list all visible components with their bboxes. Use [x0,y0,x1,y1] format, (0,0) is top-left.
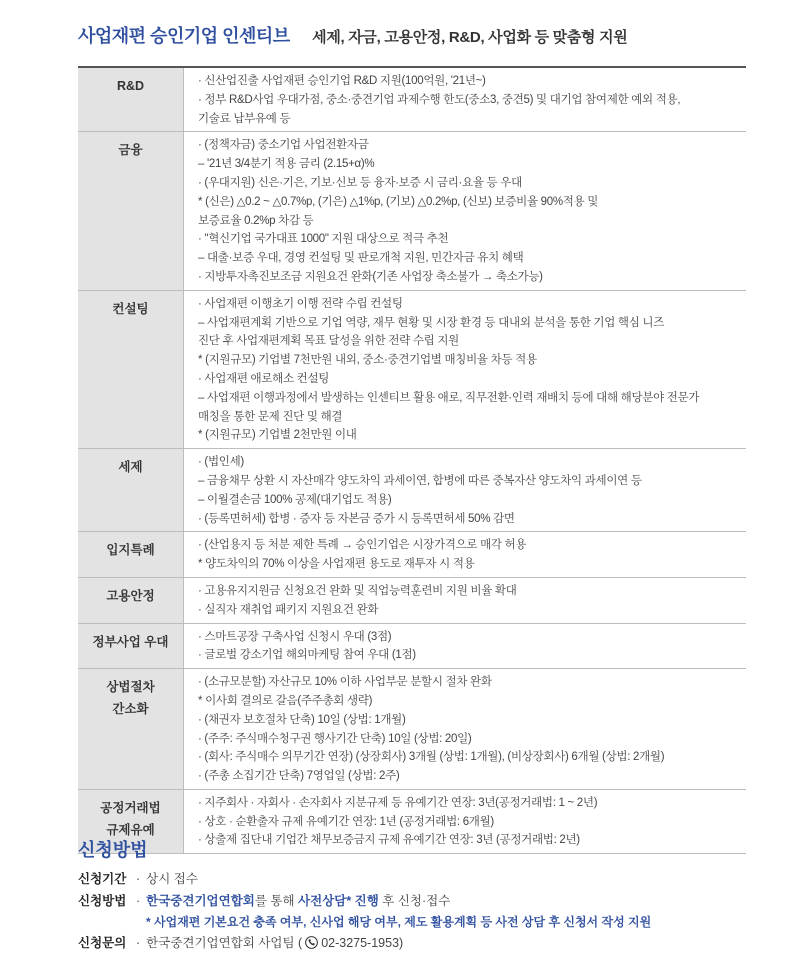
content-line: · 글로벌 강소기업 해외마케팅 참여 우대 (1점) [198,649,416,662]
apply-section-title: 신청방법 [78,840,148,860]
content-line: – 대출·보증 우대, 경영 컨설팅 및 판로개척 지원, 민간자금 유치 혜택 [198,252,524,265]
content-line: * (신은) △0.2 ~ △0.7%p, (기은) △1%p, (기보) △0.2%p, (신보) 보증비율 90%적용 및 [198,195,599,208]
row-category: 컨설팅 [78,291,184,448]
apply-method-note: * 사업재편 기본요건 충족 여부, 신사업 해당 여부, 제도 활용계획 등 사전 상담 후 신청서 작성 지원 [146,915,652,929]
row-content [184,291,746,448]
content-line: · (소규모분할) 자산규모 10% 이하 사업부문 분할시 절차 완화 [198,676,492,689]
apply-method-value: · 한국중견기업연합회를 통해 사전상담* 진행 후 신청·접수 [136,894,451,908]
content-line: * (지원규모) 기업별 7천만원 내외, 중소·중견기업별 매칭비율 차등 적용 [198,354,537,367]
row-category: 상법절차 간소화 [78,669,184,789]
apply-period-label: 신청기간 [78,872,127,886]
apply-contact-phone: 02-3275-1953) [321,936,404,950]
page-header [78,22,778,46]
table-row [78,578,746,624]
apply-period-text: 상시 접수 [146,872,198,886]
page-subtitle: 세제, 자금, 고용안정, R&D, 사업화 등 맞춤형 지원 [312,29,628,46]
content-line: · (주주: 주식매수청구권 행사기간 단축) 10일 (상법: 20일) [198,732,472,745]
content-line: · (우대지원) 신은·기은, 기보·신보 등 융자·보증 시 금리·요율 등 우대 [198,176,522,189]
apply-period-row [78,868,778,890]
content-line: · "혁신기업 국가대표 1000" 지원 대상으로 적극 추천 [198,233,449,246]
apply-contact-value: · 한국중견기업연합회 사업팀 ( 02-3275-1953) [136,936,404,950]
row-category: 금융 [78,132,184,289]
row-content [184,624,746,669]
phone-icon [305,936,318,949]
content-line: – '21년 3/4분기 적용 금리 (2.15+α)% [198,158,375,171]
row-content [184,790,746,853]
row-category: 고용안정 [78,578,184,623]
content-line: · (회사: 주식매수 의무기간 연장) (상장회사) 3개월 (상법: 1개월), (비상장회사) 6개월 (상법: 2개월) [198,751,665,764]
content-line: · (채권자 보호절차 단축) 10일 (상법: 1개월) [198,713,406,726]
table-row [78,624,746,670]
content-line: · 상호 · 순환출자 규제 유예기간 연장: 1년 (공정거래법: 6개월) [198,815,494,828]
content-line: – 사업재편계획 기반으로 기업 역량, 재무 현황 및 시장 환경 등 대내외 분석을 통한 기업 핵심 니즈 [198,316,665,329]
apply-method-row [78,890,778,912]
row-content [184,669,746,789]
apply-info [78,868,778,954]
content-line: – 이월결손금 100% 공제(대기업도 적용) [198,493,392,506]
content-line: · (산업용지 등 처분 제한 특례 → 승인기업은 시장가격으로 매각 허용 [198,539,527,552]
content-line: * 양도차익의 70% 이상을 사업재편 용도로 재투자 시 적용 [198,558,475,571]
apply-period-value: · 상시 접수 [136,872,198,886]
row-category: 공정거래법 규제유예 [78,790,184,853]
apply-contact-org: 한국중견기업연합회 사업팀 ( [146,936,303,950]
content-line: · 스마트공장 구축사업 신청시 우대 (3점) [198,630,392,643]
content-line: · 사업재편 애로해소 컨설팅 [198,372,330,385]
content-line: · (주총 소집기간 단축) 7영업일 (상법: 2주) [198,770,400,783]
content-line: 매칭을 통한 문제 진단 및 해결 [198,410,343,423]
apply-method-highlight: 사전상담* 진행 [298,894,379,908]
content-line: · (등록면허세) 합병 · 증자 등 자본금 증가 시 등록면허세 50% 감면 [198,512,515,525]
table-row [78,790,746,854]
row-content [184,449,746,531]
row-content [184,532,746,577]
table-row [78,291,746,449]
content-line: – 금융채무 상환 시 자산매각 양도차익 과세이연, 합병에 따른 중복자산 양도차익 과세이연 등 [198,474,642,487]
table-row [78,532,746,578]
table-row [78,669,746,790]
row-content [184,578,746,623]
content-line: · 지주회사 · 자회사 · 손자회사 지분규제 등 유예기간 연장: 3년(공정거래법: 1 ~ 2년) [198,796,598,809]
page-title: 사업재편 승인기업 인센티브 [78,26,290,46]
content-line: · 지방투자촉진보조금 지원요건 완화(기존 사업장 축소불가 → 축소가능) [198,270,543,283]
apply-method-tail: 후 신청·접수 [378,894,451,908]
apply-method-label: 신청방법 [78,894,127,908]
table-row [78,449,746,532]
table-row [78,68,746,132]
content-line: · (정책자금) 중소기업 사업전환자금 [198,139,369,152]
content-line: 보증료율 0.2%p 차감 등 [198,214,314,227]
apply-contact-row [78,932,778,954]
content-line: · 상출제 집단내 기업간 채무보증금지 규제 유예기간 연장: 3년 (공정거래법: 2년) [198,834,580,847]
content-line: 기술료 납부유예 등 [198,112,291,125]
content-line: · 정부 R&D사업 우대가점, 중소·중견기업 과제수행 한도(중소3, 중견5) 및 대기업 참여제한 예외 적용, [198,93,681,106]
content-line: · 신산업진출 사업재편 승인기업 R&D 지원(100억원, '21년~) [198,75,486,87]
content-line: – 사업재편 이행과정에서 발생하는 인센티브 활용 애로, 직무전환·인력 재배치 등에 대해 해당분야 전문가 [198,391,700,404]
content-line: 진단 후 사업재편계획 목표 달성을 위한 전략 수립 지원 [198,335,459,348]
content-line: · (법인세) [198,456,244,469]
apply-method-org: 한국중견기업연합회 [146,894,255,908]
row-category: 세제 [78,449,184,531]
table-row [78,132,746,290]
row-category: 정부사업 우대 [78,624,184,669]
row-content [184,68,746,131]
incentive-table [78,66,746,854]
row-category: R&D [78,68,184,131]
apply-method-mid: 를 통해 [254,894,299,908]
content-line: * (지원규모) 기업별 2천만원 이내 [198,429,357,442]
content-line: · 사업재편 이행초기 이행 전략 수립 컨설팅 [198,297,403,310]
row-category: 입지특례 [78,532,184,577]
content-line: · 실직자 재취업 패키지 지원요건 완화 [198,603,379,616]
content-line: * 이사회 결의로 갈음(주주총회 생략) [198,694,373,707]
content-line: · 고용유지지원금 신청요건 완화 및 직업능력훈련비 지원 비율 확대 [198,584,517,597]
row-content [184,132,746,289]
apply-contact-label: 신청문의 [78,936,127,950]
